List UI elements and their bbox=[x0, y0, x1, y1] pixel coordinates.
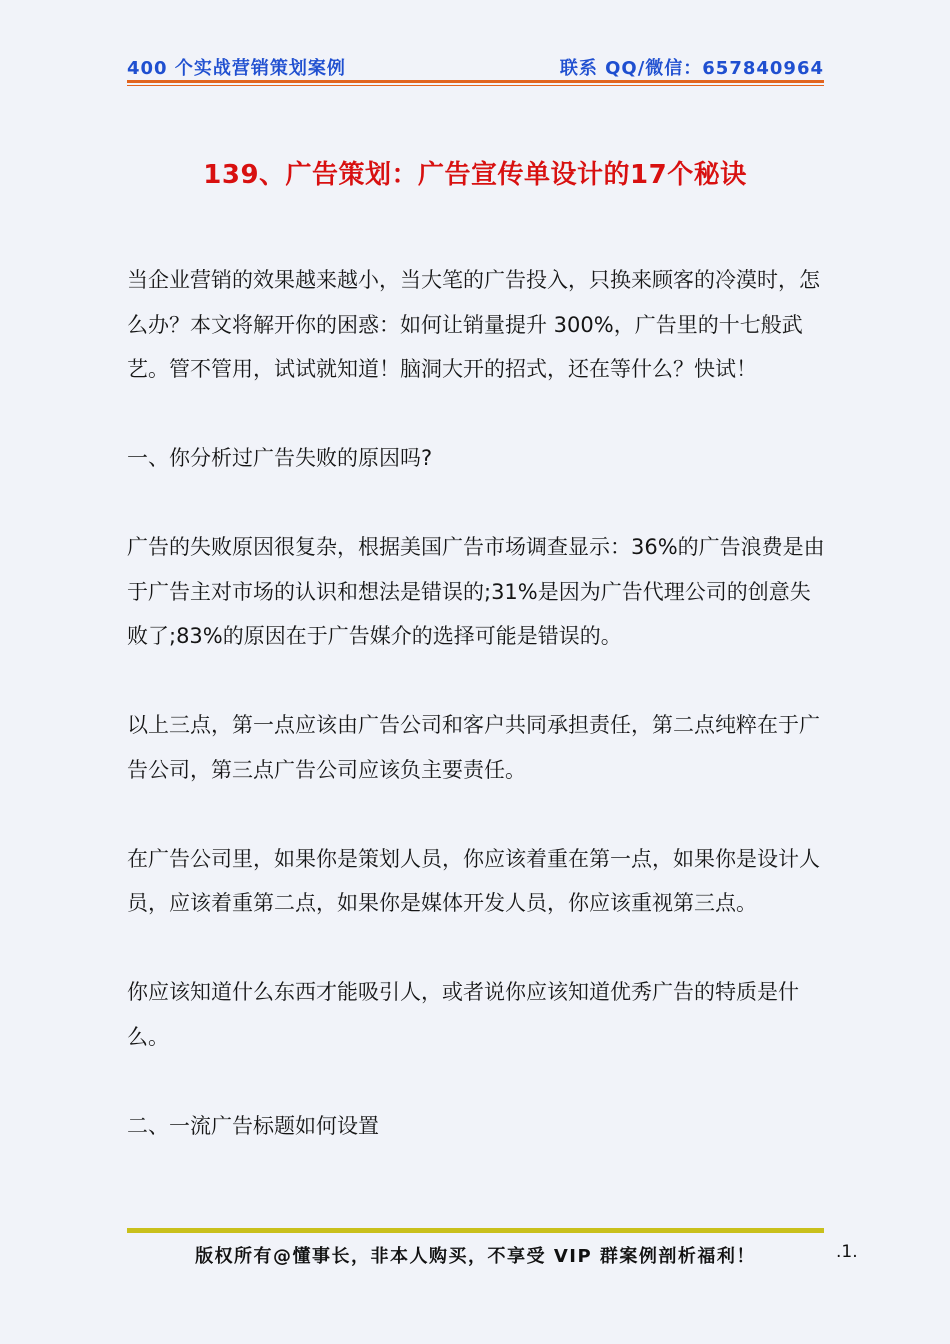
header-contact-text: 联系 QQ/微信：657840964 bbox=[559, 58, 824, 79]
paragraph-roles: 在广告公司里，如果你是策划人员，你应该着重在第一点，如果你是设计人员，应该着重第二点，如果你是媒体开发人员，你应该重视第三点。 bbox=[127, 846, 820, 915]
footer-rule bbox=[127, 1228, 824, 1233]
header-rule-thin bbox=[127, 85, 824, 86]
document-body bbox=[127, 258, 827, 1193]
section-heading-1: 一、你分析过广告失败的原因吗? bbox=[127, 446, 433, 470]
header-left-text: 400 个实战营销策划案例 bbox=[127, 58, 346, 79]
paragraph-failure-causes: 广告的失败原因很复杂，根据美国广告市场调查显示：36%的广告浪费是由于广告主对市场的认识和想法是错误的;31%是因为广告代理公司的创意失败了;83%的原因在于广告媒介的选择可能是错误的。 bbox=[127, 535, 825, 648]
paragraph-intro: 当企业营销的效果越来越小，当大笔的广告投入，只换来顾客的冷漠时，怎么办？本文将解开你的困惑：如何让销量提升 300%，广告里的十七般武艺。管不管用，试试就知道！脑洞大开的招式，还在等什么？快试！ bbox=[127, 268, 820, 381]
document-title: 139、广告策划：广告宣传单设计的17个秘诀 bbox=[203, 160, 747, 190]
page-header bbox=[127, 54, 824, 80]
header-rule-thick bbox=[127, 80, 824, 83]
section-heading-2: 二、一流广告标题如何设置 bbox=[127, 1113, 379, 1138]
paragraph-attraction: 你应该知道什么东西才能吸引人，或者说你应该知道优秀广告的特质是什么。 bbox=[127, 980, 799, 1049]
footer-copyright: 版权所有@懂事长，非本人购买，不享受 VIP 群案例剖析福利！ bbox=[195, 1246, 756, 1267]
paragraph-responsibility: 以上三点，第一点应该由广告公司和客户共同承担责任，第二点纯粹在于广告公司，第三点广告公司应该负主要责任。 bbox=[127, 713, 820, 782]
page-number: .1. bbox=[836, 1242, 858, 1262]
